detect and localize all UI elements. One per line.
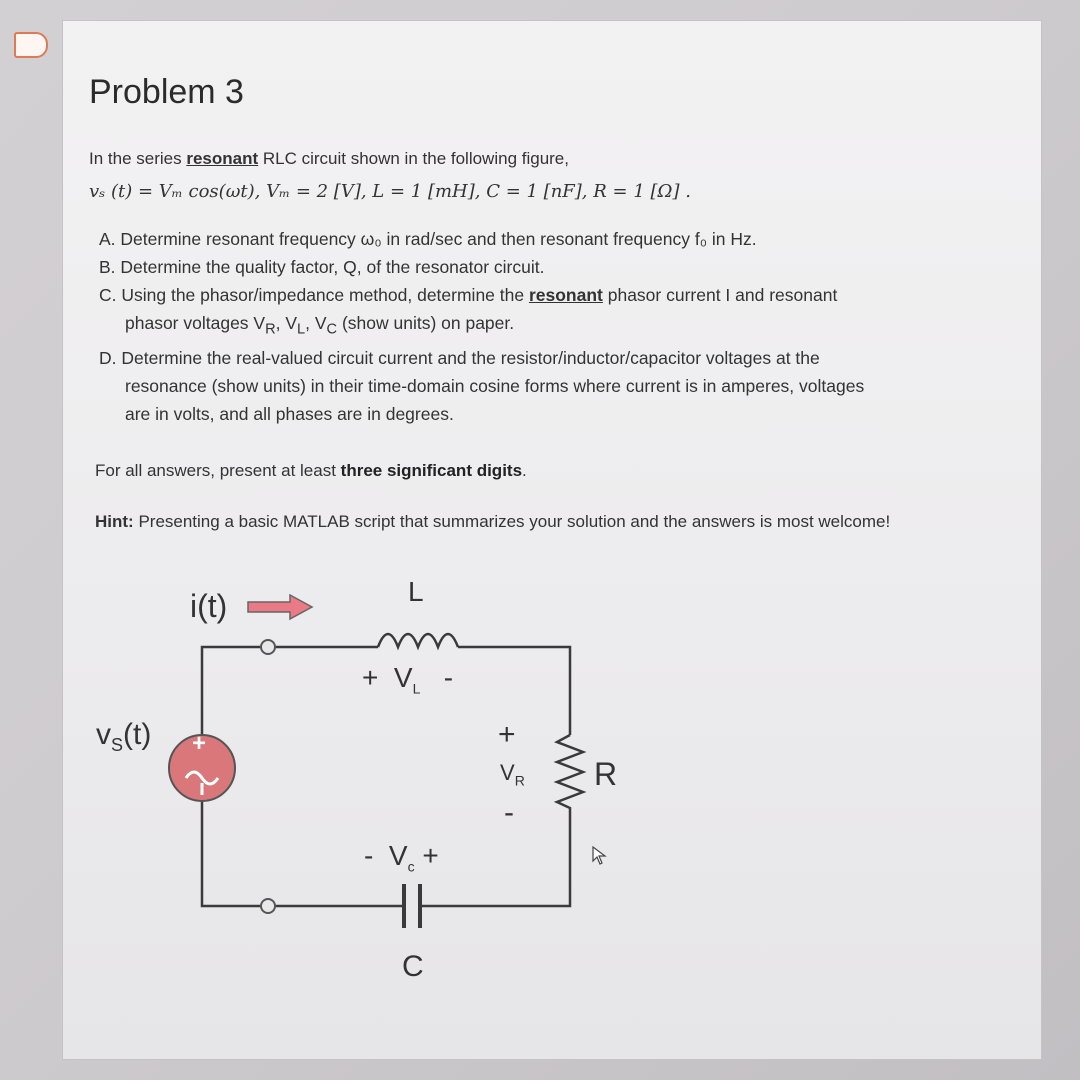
vr-minus: -: [504, 796, 514, 829]
note-prefix: For all answers, present at least: [95, 461, 341, 480]
inductor-label: L: [408, 576, 424, 607]
hint-body: Presenting a basic MATLAB script that summarizes your solution and the answers is most welcome!: [133, 512, 891, 531]
circuit-parameters: vₛ (t) = Vₘ cos(ωt), Vₘ = 2 [V], L = 1 [mH], C = 1 [nF], R = 1 [Ω] .: [89, 181, 691, 202]
vl-voltage: [362, 662, 453, 697]
vl-minus: -: [443, 662, 454, 693]
question-d-line1: D. Determine the real-valued circuit current and the resistor/inductor/capacitor voltages at the: [99, 347, 820, 368]
question-c-units: (show units): [337, 313, 442, 333]
question-c-paper: on paper.: [441, 313, 515, 333]
question-d-line3: are in volts, and all phases are in degrees.: [125, 403, 454, 424]
wire-top-left: [202, 647, 378, 735]
vr-v: V: [500, 760, 515, 785]
resistor-label: R: [594, 756, 618, 792]
wire-bottom-right: [420, 815, 570, 906]
intro-prefix: In the series: [89, 149, 187, 168]
question-c-sub-r: R: [265, 321, 276, 338]
question-d-line2: resonance (show units) in their time-domain cosine forms where current is in amperes, voltages: [125, 375, 865, 396]
terminal-bottom: [261, 899, 275, 913]
vc-sub: c: [407, 858, 415, 875]
vc-v: V: [388, 840, 408, 871]
question-c-emphasis: resonant: [528, 285, 603, 305]
inductor-symbol: [378, 634, 458, 647]
question-a: A. Determine resonant frequency ω₀ in rad/sec and then resonant frequency f₀ in Hz.: [99, 229, 757, 249]
question-c-pre: C. Using the phasor/impedance method, determine the: [99, 285, 529, 305]
hint-label: Hint:: [95, 512, 134, 531]
vc-plus: +: [422, 840, 439, 871]
source-v: v: [96, 718, 111, 751]
note-bold: three significant digits: [340, 461, 523, 480]
source-plus: +: [192, 730, 207, 757]
vr-sub: R: [514, 772, 525, 789]
resistor-symbol: [557, 735, 583, 815]
vc-minus: -: [364, 840, 374, 871]
mouse-cursor-icon: [592, 846, 608, 866]
source-paren: (t): [123, 718, 152, 751]
question-c-vc: , V: [305, 313, 327, 333]
vl-plus: +: [362, 662, 379, 693]
vc-voltage: [364, 840, 439, 875]
vr-voltage: [500, 760, 525, 788]
terminal-top: [261, 640, 275, 654]
question-c-phasor-pre: phasor voltages V: [125, 313, 266, 333]
vl-v: V: [393, 662, 413, 693]
source-label: [96, 718, 151, 756]
question-c-sub-l: L: [297, 321, 306, 338]
source-sub: S: [111, 735, 124, 755]
question-b: B. Determine the quality factor, Q, of the resonator circuit.: [99, 257, 545, 277]
question-c-sub-c: C: [326, 321, 338, 338]
problem-title: Problem 3: [89, 73, 244, 111]
current-arrow-icon: [248, 595, 312, 619]
vl-sub: L: [412, 680, 421, 697]
current-label: i(t): [190, 588, 228, 624]
capacitor-label: C: [402, 950, 424, 983]
note-suffix: .: [522, 461, 527, 480]
intro-suffix: RLC circuit shown in the following figure,: [258, 149, 569, 168]
question-c-post: phasor current I and resonant: [602, 285, 838, 305]
question-c-vl: , V: [275, 313, 298, 333]
vr-plus: +: [498, 718, 516, 751]
intro-emphasis: resonant: [186, 149, 259, 168]
